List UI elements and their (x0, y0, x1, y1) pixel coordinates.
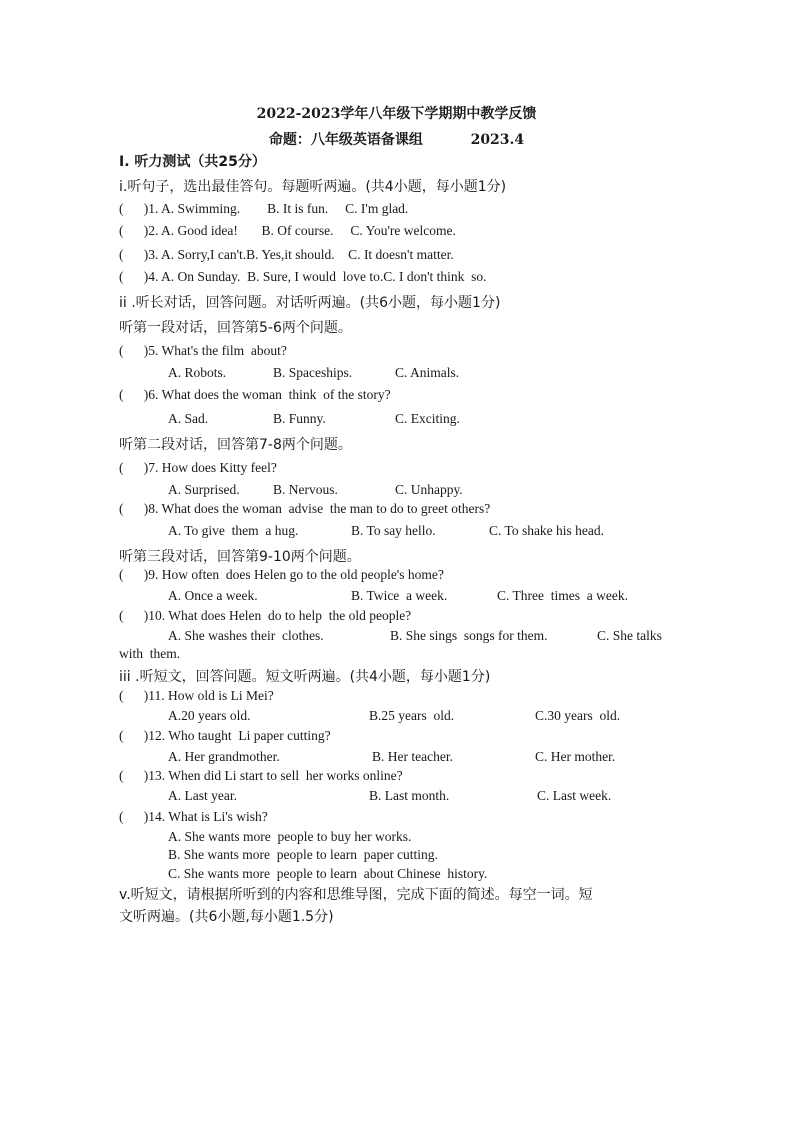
q8-option-c: C. To shake his head. (489, 523, 605, 538)
exam-date: 2023.4 (470, 132, 525, 148)
q9-option-c: C. Three times a week. (497, 588, 628, 603)
exam-title: 2022-2023学年八年级下学期期中教学反馈 (256, 106, 537, 122)
question-8: ( )8. What does the woman advise the man to do to greet others? (119, 501, 491, 516)
q7-option-b: B. Nervous. (273, 482, 338, 497)
dialog1-instruction: 听第一段对话，回答第5-6两个问题。 (119, 320, 352, 336)
part4-instruction-line1: v.听短文，请根据所听到的内容和思维导图，完成下面的简述。每空一词。短 (119, 887, 593, 903)
author-label: 命题：八年级英语备课组 (268, 132, 423, 148)
q9-option-a: A. Once a week. (168, 588, 258, 603)
dialog3-instruction: 听第三段对话，回答第9-10两个问题。 (119, 549, 361, 565)
question-9: ( )9. How often does Helen go to the old people's home? (119, 567, 444, 582)
q13-option-c: C. Last week. (537, 788, 612, 803)
q5-option-a: A. Robots. (168, 365, 227, 380)
q5-option-b: B. Spaceships. (273, 365, 353, 380)
q12-option-c: C. Her mother. (535, 749, 616, 764)
q10-option-c-continued: with them. (119, 646, 181, 661)
question-3: ( )3. A. Sorry,I can't.B. Yes,it should. C. It doesn't matter. (119, 247, 454, 262)
dialog2-instruction: 听第二段对话，回答第7-8两个问题。 (119, 437, 352, 453)
question-1: ( )1. A. Swimming. B. It is fun. C. I'm glad. (119, 201, 409, 216)
question-12: ( )12. Who taught Li paper cutting? (119, 728, 331, 743)
q12-option-b: B. Her teacher. (372, 749, 453, 764)
q10-option-c: C. She talks (597, 628, 662, 643)
q11-option-a: A.20 years old. (168, 708, 251, 723)
part4-instruction-line2: 文听两遍。(共6小题,每小题1.5分) (119, 909, 334, 925)
q14-option-c: C. She wants more people to learn about Chinese history. (168, 866, 488, 881)
q8-option-a: A. To give them a hug. (168, 523, 299, 538)
q14-option-b: B. She wants more people to learn paper cutting. (168, 847, 438, 862)
q7-option-c: C. Unhappy. (395, 482, 463, 497)
question-14: ( )14. What is Li's wish? (119, 809, 268, 824)
q10-option-a: A. She washes their clothes. (168, 628, 324, 643)
question-2: ( )2. A. Good idea! B. Of course. C. You're welcome. (119, 223, 456, 238)
question-11: ( )11. How old is Li Mei? (119, 688, 274, 703)
part1-instruction: i.听句子，选出最佳答句。每题听两遍。(共4小题，每小题1分) (119, 179, 507, 195)
q14-option-a: A. She wants more people to buy her works. (168, 829, 412, 844)
question-10: ( )10. What does Helen do to help the old people? (119, 608, 412, 623)
question-5: ( )5. What's the film about? (119, 343, 287, 358)
q5-option-c: C. Animals. (395, 365, 460, 380)
q13-option-b: B. Last month. (369, 788, 450, 803)
q11-option-b: B.25 years old. (369, 708, 455, 723)
q6-option-b: B. Funny. (273, 411, 326, 426)
q9-option-b: B. Twice a week. (351, 588, 448, 603)
part3-instruction: iii .听短文，回答问题。短文听两遍。(共4小题，每小题1分) (119, 669, 491, 685)
q11-option-c: C.30 years old. (535, 708, 621, 723)
question-13: ( )13. When did Li start to sell her works online? (119, 768, 403, 783)
part2-instruction: ii .听长对话，回答问题。对话听两遍。(共6小题，每小题1分) (119, 295, 501, 311)
q10-option-b: B. She sings songs for them. (390, 628, 548, 643)
exam-subtitle (0, 129, 793, 149)
question-7: ( )7. How does Kitty feel? (119, 460, 277, 475)
section-title-listening: I. 听力测试（共25分） (119, 154, 266, 170)
q13-option-a: A. Last year. (168, 788, 237, 803)
q8-option-b: B. To say hello. (351, 523, 436, 538)
q6-option-a: A. Sad. (168, 411, 209, 426)
question-4: ( )4. A. On Sunday. B. Sure, I would love to.C. I don't think so. (119, 269, 487, 284)
question-6: ( )6. What does the woman think of the story? (119, 387, 391, 402)
q12-option-a: A. Her grandmother. (168, 749, 280, 764)
q6-option-c: C. Exciting. (395, 411, 460, 426)
q7-option-a: A. Surprised. (168, 482, 240, 497)
